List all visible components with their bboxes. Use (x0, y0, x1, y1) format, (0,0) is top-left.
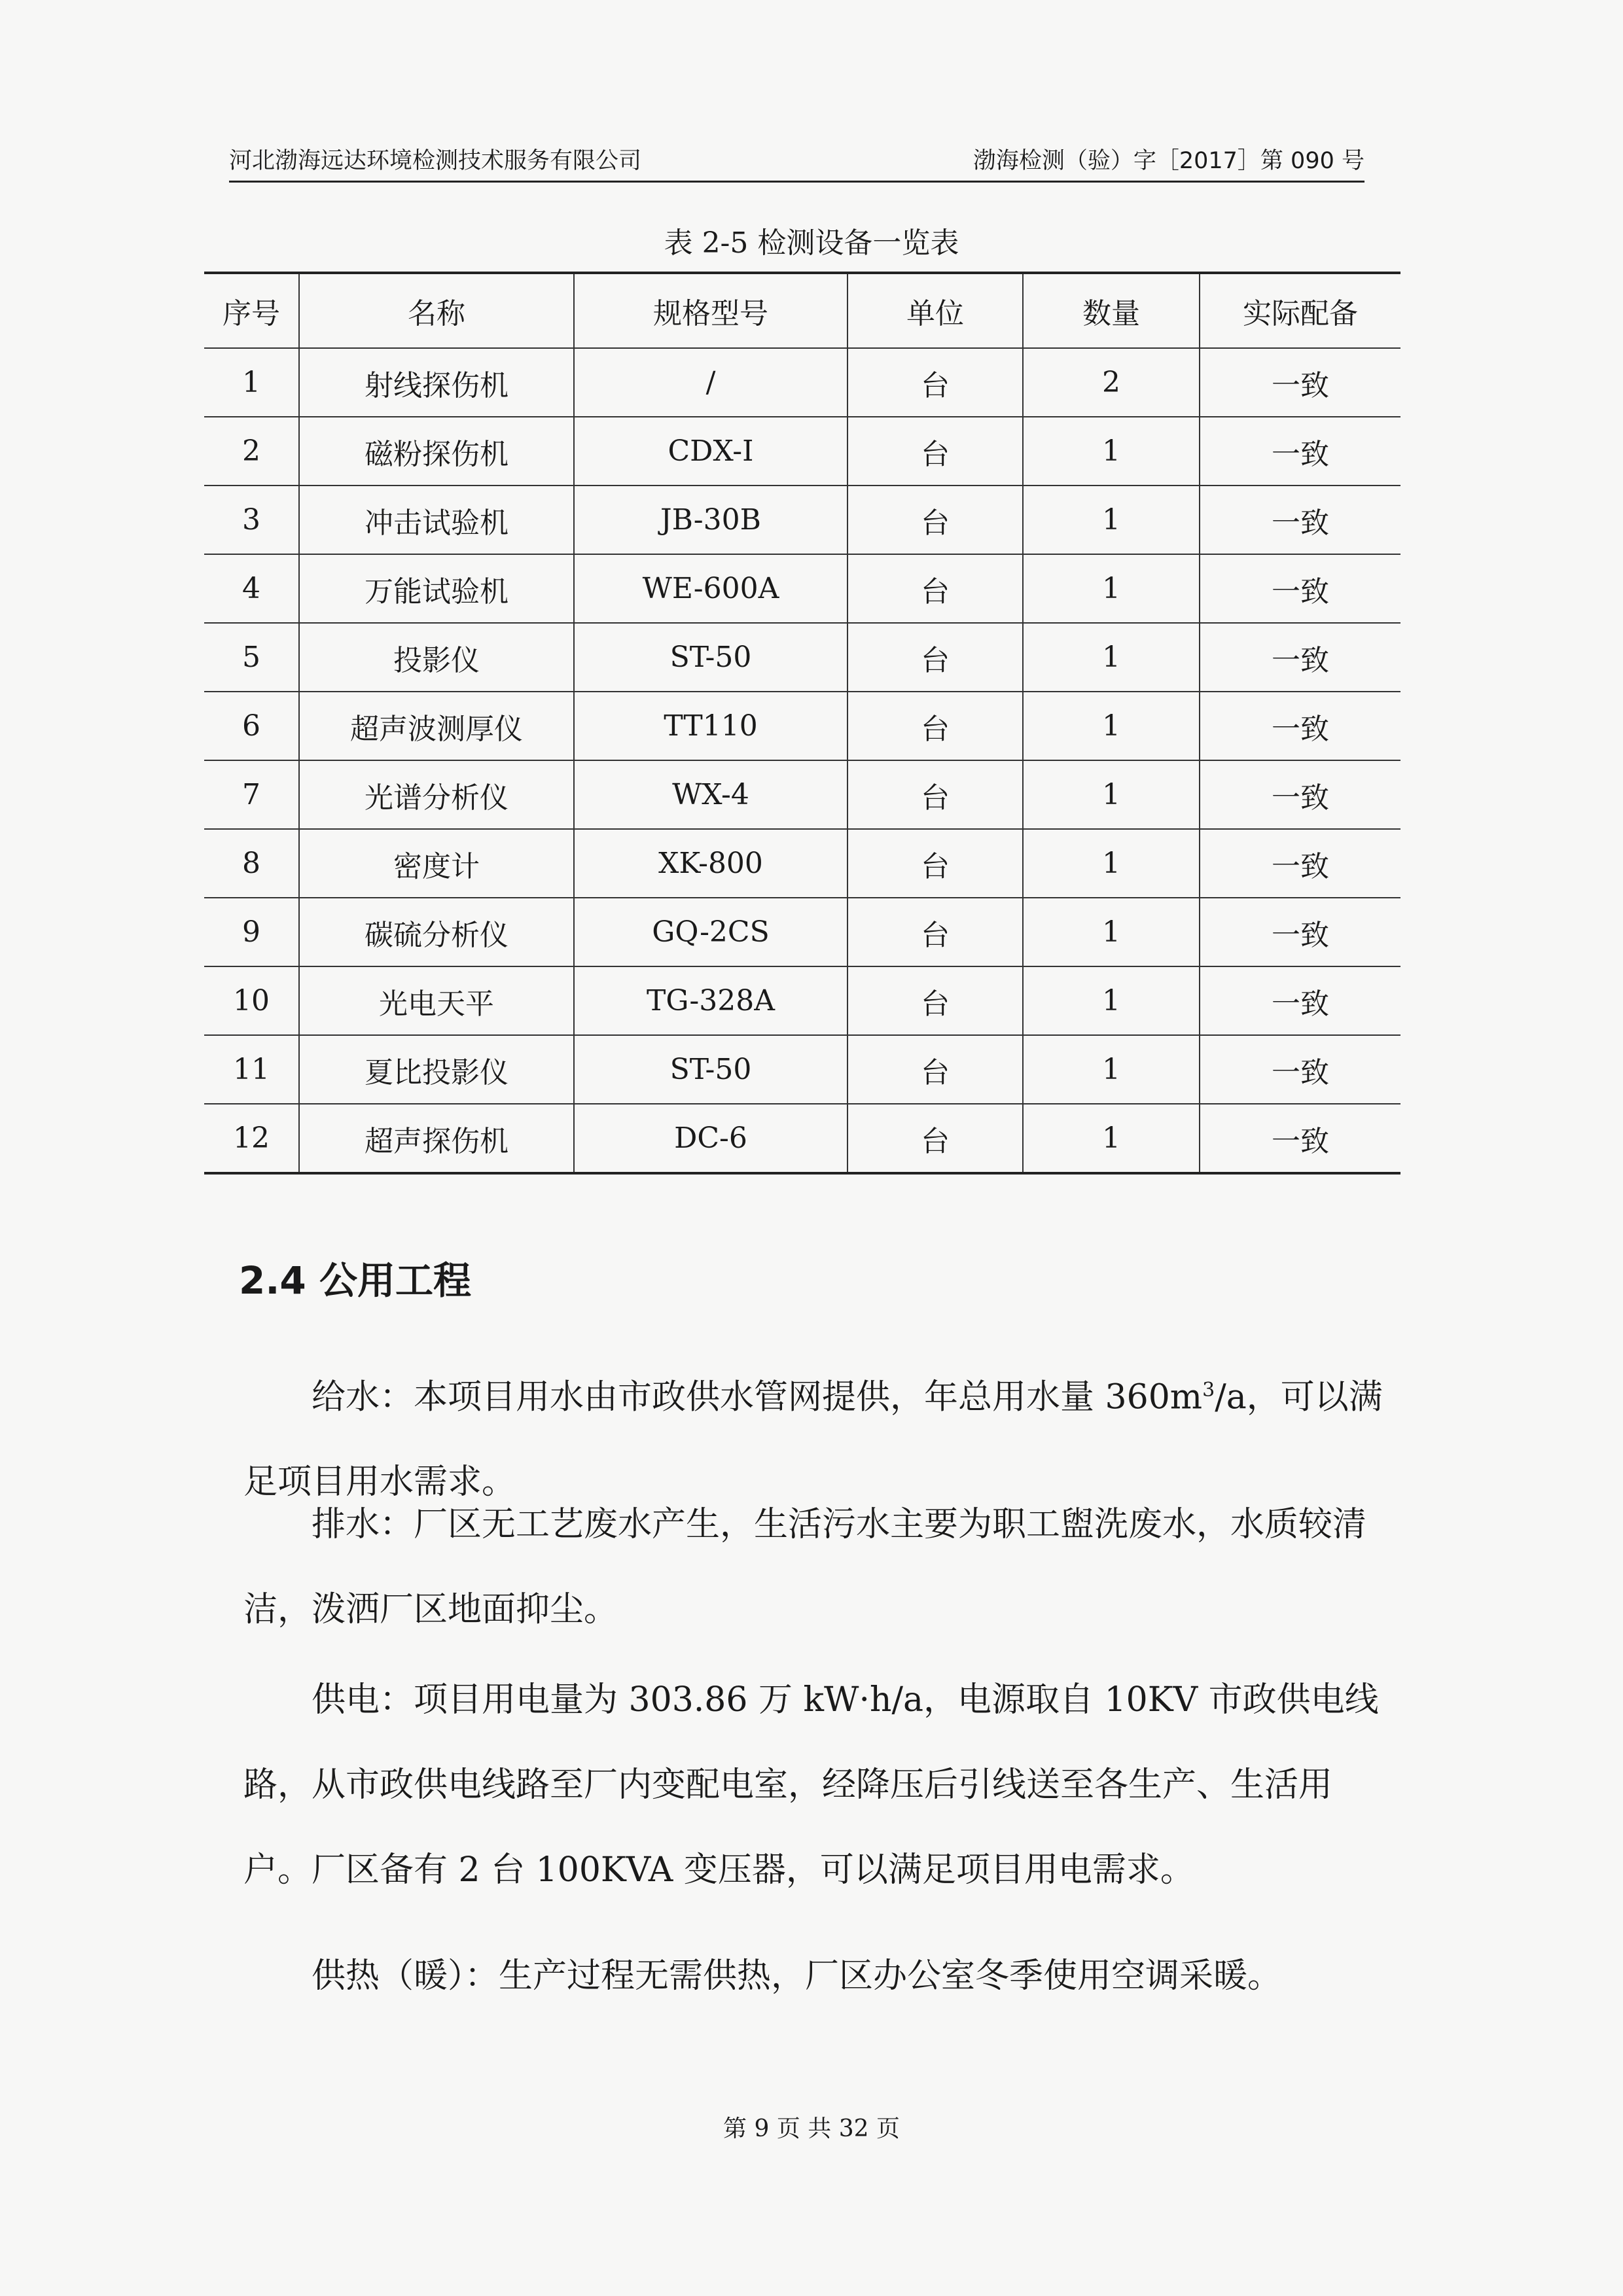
table-row (204, 760, 1400, 829)
table-cell: 台 (847, 692, 1023, 760)
table-cell: ST-50 (574, 1035, 847, 1104)
table-cell: 台 (847, 554, 1023, 623)
table-cell: TT110 (574, 692, 847, 760)
table-cell: 冲击试验机 (299, 486, 574, 554)
table-cell: 1 (1023, 692, 1200, 760)
table-cell: 1 (1023, 829, 1200, 898)
table-cell: 台 (847, 898, 1023, 966)
table-cell: 光电天平 (299, 966, 574, 1035)
table-cell: 台 (847, 1104, 1023, 1173)
table-row (204, 348, 1400, 417)
table-cell: 投影仪 (299, 623, 574, 692)
table-cell: 台 (847, 760, 1023, 829)
table-cell: 台 (847, 1035, 1023, 1104)
power-paragraph (243, 1657, 1385, 1913)
table-cell: 1 (1023, 623, 1200, 692)
table-cell: 5 (204, 623, 299, 692)
table-cell: 台 (847, 829, 1023, 898)
table-cell: 1 (1023, 1104, 1200, 1173)
heating-paragraph (243, 1934, 1385, 2019)
table-cell: 超声探伤机 (299, 1104, 574, 1173)
table-cell: GQ-2CS (574, 898, 847, 966)
table-cell: 一致 (1200, 486, 1400, 554)
table-cell: 一致 (1200, 1035, 1400, 1104)
table-cell: 7 (204, 760, 299, 829)
water-supply-suffix: /a，可以满足项目用水需求。 (243, 1377, 1383, 1502)
power-text: 供电：项目用电量为 303.86 万 kW·h/a，电源取自 10KV 市政供电线路，从市政供电线路至厂内变配电室，经降压后引线送至各生产、生活用户。厂区备有 2 台 100KVA 变压器，可以满足项目用电需求。 (243, 1680, 1379, 1890)
table-cell: 1 (1023, 760, 1200, 829)
section-title: 2.4 公用工程 (239, 1258, 471, 1303)
table-cell: 碳硫分析仪 (299, 898, 574, 966)
report-number: 渤海检测（验）字［2017］第 090 号 (972, 148, 1364, 174)
table-cell: DC-6 (574, 1104, 847, 1173)
table-header-row (204, 273, 1400, 348)
table-cell: 10 (204, 966, 299, 1035)
table-cell: 12 (204, 1104, 299, 1173)
table-cell: 一致 (1200, 829, 1400, 898)
table-cell: WX-4 (574, 760, 847, 829)
table-cell: 台 (847, 417, 1023, 486)
column-header: 数量 (1023, 273, 1200, 348)
table-cell: 一致 (1200, 348, 1400, 417)
table-cell: 超声波测厚仪 (299, 692, 574, 760)
table-caption: 表 2-5 检测设备一览表 (664, 226, 959, 260)
table-row (204, 623, 1400, 692)
table-cell: 射线探伤机 (299, 348, 574, 417)
table-cell: 3 (204, 486, 299, 554)
table-cell: 一致 (1200, 692, 1400, 760)
table-cell: XK-800 (574, 829, 847, 898)
table-cell: 6 (204, 692, 299, 760)
table-cell: 1 (1023, 417, 1200, 486)
table-cell: 11 (204, 1035, 299, 1104)
table-cell: 台 (847, 348, 1023, 417)
table-cell: ST-50 (574, 623, 847, 692)
table-row (204, 486, 1400, 554)
table-cell: 1 (1023, 966, 1200, 1035)
company-name: 河北渤海远达环境检测技术服务有限公司 (229, 148, 642, 174)
column-header: 实际配备 (1200, 273, 1400, 348)
table-cell: 光谱分析仪 (299, 760, 574, 829)
table-cell: TG-328A (574, 966, 847, 1035)
table-cell: WE-600A (574, 554, 847, 623)
table-cell: 一致 (1200, 898, 1400, 966)
water-supply-text: 给水：本项目用水由市政供水管网提供，年总用水量 360m (312, 1377, 1203, 1417)
table-cell: JB-30B (574, 486, 847, 554)
table-cell: 一致 (1200, 623, 1400, 692)
table-cell: CDX-I (574, 417, 847, 486)
table-cell: / (574, 348, 847, 417)
table-row (204, 1104, 1400, 1173)
table-cell: 2 (204, 417, 299, 486)
table-cell: 密度计 (299, 829, 574, 898)
table-cell: 台 (847, 623, 1023, 692)
table-cell: 1 (1023, 898, 1200, 966)
column-header: 单位 (847, 273, 1023, 348)
drainage-paragraph (243, 1482, 1385, 1652)
table-cell: 夏比投影仪 (299, 1035, 574, 1104)
table-row (204, 829, 1400, 898)
table-cell: 2 (1023, 348, 1200, 417)
table-cell: 磁粉探伤机 (299, 417, 574, 486)
column-header: 规格型号 (574, 273, 847, 348)
table-row (204, 966, 1400, 1035)
table-cell: 一致 (1200, 760, 1400, 829)
table-cell: 9 (204, 898, 299, 966)
table-cell: 1 (1023, 486, 1200, 554)
table-cell: 4 (204, 554, 299, 623)
table-cell: 一致 (1200, 966, 1400, 1035)
table-cell: 台 (847, 486, 1023, 554)
heating-text: 供热（暖）：生产过程无需供热，厂区办公室冬季使用空调采暖。 (312, 1956, 1282, 1996)
table-cell: 台 (847, 966, 1023, 1035)
table-row (204, 1035, 1400, 1104)
table-cell: 一致 (1200, 1104, 1400, 1173)
table-cell: 1 (204, 348, 299, 417)
table-body (204, 348, 1400, 1173)
column-header: 名称 (299, 273, 574, 348)
column-header: 序号 (204, 273, 299, 348)
table-cell: 8 (204, 829, 299, 898)
drainage-text: 排水：厂区无工艺废水产生，生活污水主要为职工盥洗废水，水质较清洁，泼洒厂区地面抑尘。 (243, 1505, 1367, 1629)
table-cell: 一致 (1200, 417, 1400, 486)
page-number: 第 9 页 共 32 页 (723, 2115, 900, 2142)
table-cell: 万能试验机 (299, 554, 574, 623)
page-header (229, 139, 1364, 183)
water-supply-superscript: 3 (1202, 1379, 1215, 1402)
table-row (204, 692, 1400, 760)
table-row (204, 554, 1400, 623)
table-row (204, 898, 1400, 966)
table-cell: 1 (1023, 554, 1200, 623)
table-row (204, 417, 1400, 486)
table-cell: 1 (1023, 1035, 1200, 1104)
table-cell: 一致 (1200, 554, 1400, 623)
equipment-table (204, 272, 1400, 1174)
